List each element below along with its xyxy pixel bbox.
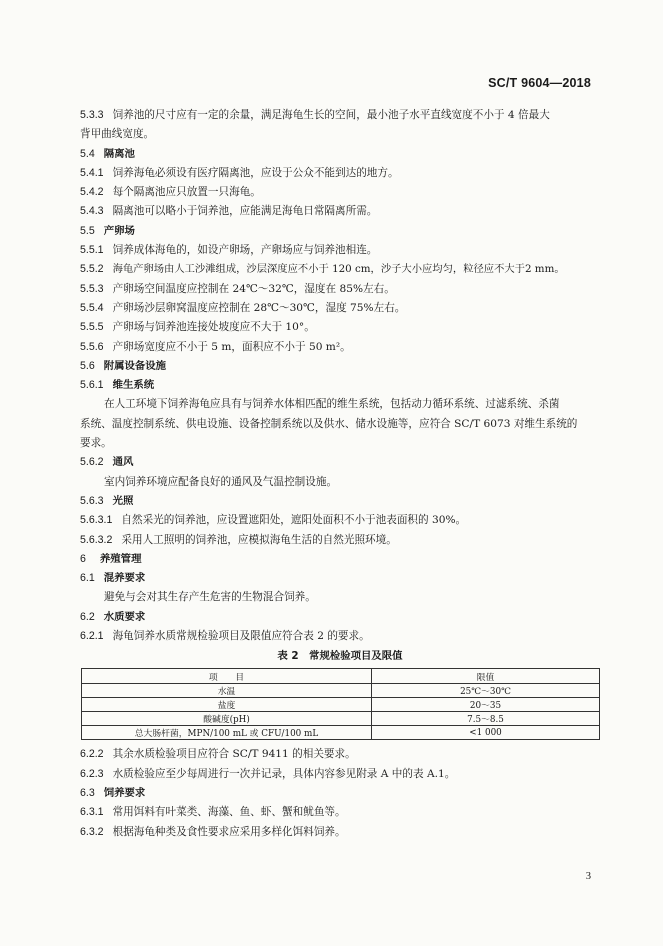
table-row bbox=[82, 684, 600, 698]
table-cell: <1 000 bbox=[372, 726, 600, 740]
clause-5-5-5: 5.5.5 产卵场与饲养池连接处坡度应不大于 10°。 bbox=[80, 321, 315, 334]
clause-6-3-1: 6.3.1 常用饵料有叶菜类、海藻、鱼、虾、蟹和鱿鱼等。 bbox=[80, 806, 346, 819]
clause-6-2-3: 6.2.3 水质检验应至少每周进行一次并记录，具体内容参见附录 A 中的表 A.1。 bbox=[80, 767, 456, 780]
table-header-cell: 限值 bbox=[372, 669, 600, 684]
paragraph: 室内饲养环境应配备良好的通风及气温控制设施。 bbox=[104, 475, 338, 488]
section-heading: 6.2 水质要求 bbox=[80, 610, 146, 623]
table-cell: 盐度 bbox=[82, 698, 372, 712]
clause-5-3-3: 5.3.3 饲养池的尺寸应有一定的余量，满足海龟生长的空间，最小池子水平直线宽度不小于 4 倍最大 bbox=[80, 109, 550, 121]
clause-5-4-1: 5.4.1 饲养海龟必须设有医疗隔离池，应设于公众不能到达的地方。 bbox=[80, 166, 399, 179]
table-cell: 水温 bbox=[82, 684, 372, 698]
clause-6-2-1: 6.2.1 海龟饲养水质常规检验项目及限值应符合表 2 的要求。 bbox=[80, 630, 370, 643]
table-cell: 酸碱度(pH) bbox=[82, 712, 372, 726]
table-row bbox=[82, 712, 600, 726]
clause-5-5-3: 5.5.3 产卵场空间温度应控制在 24℃～32℃，湿度在 85%左右。 bbox=[80, 282, 395, 295]
chapter-heading: 6 养殖管理 bbox=[80, 552, 142, 565]
clause-5-4-3: 5.4.3 隔离池可以略小于饲养池，应能满足海龟日常隔离所需。 bbox=[80, 205, 378, 218]
table-title: 表 2 常规检验项目及限值 bbox=[277, 650, 403, 663]
section-heading: 6.3 饲养要求 bbox=[80, 786, 146, 799]
section-heading: 5.6 附属设备设施 bbox=[80, 359, 167, 372]
page-number: 3 bbox=[585, 871, 591, 882]
clause-5-5-1: 5.5.1 饲养成体海龟的，如设产卵场，产卵场应与饲养池相连。 bbox=[80, 244, 378, 257]
section-heading: 5.5 产卵场 bbox=[80, 224, 135, 237]
clause-5-3-3-cont: 背甲曲线宽度。 bbox=[80, 128, 155, 141]
clause-5-6-3-1: 5.6.3.1 自然采光的饲养池，应设置遮阳处，遮阳处面积不小于池表面积的 30%。 bbox=[80, 514, 467, 527]
table-header-row bbox=[82, 669, 600, 684]
paragraph: 避免与会对其生存产生危害的生物混合饲养。 bbox=[104, 591, 316, 604]
clause-5-5-2: 5.5.2 海龟产卵场由人工沙滩组成，沙层深度应不小于 120 cm，沙子大小应均匀，粒径应不大于2 mm。 bbox=[80, 263, 565, 276]
document-body bbox=[80, 106, 600, 842]
clause-6-3-2: 6.3.2 根据海龟种类及食性要求应采用多样化饵料饲养。 bbox=[80, 825, 346, 838]
section-heading: 6.1 混养要求 bbox=[80, 572, 146, 585]
table-header-cell: 项 目 bbox=[82, 669, 372, 684]
table-row bbox=[82, 726, 600, 740]
subsection-heading: 5.6.2 通风 bbox=[80, 456, 134, 469]
table-cell: 25℃～30℃ bbox=[372, 684, 600, 698]
clause-5-6-3-2: 5.6.3.2 采用人工照明的饲养池，应模拟海龟生活的自然光照环境。 bbox=[80, 533, 397, 546]
table-row bbox=[82, 698, 600, 712]
section-heading: 5.4 隔离池 bbox=[80, 147, 135, 160]
standard-code: SC/T 9604—2018 bbox=[488, 76, 591, 90]
paragraph-cont: 系统、温度控制系统、供电设施、设备控制系统以及供水、储水设施等，应符合 SC/T 6073 对维生系统的 bbox=[80, 417, 578, 430]
table-cell: 总大肠杆菌，MPN/100 mL 或 CFU/100 mL bbox=[82, 726, 372, 740]
subsection-heading: 5.6.3 光照 bbox=[80, 494, 134, 507]
limits-table bbox=[81, 668, 600, 740]
clause-5-5-6: 5.5.6 产卵场宽度应不小于 5 m，面积应不小于 50 m²。 bbox=[80, 340, 351, 353]
subsection-heading: 5.6.1 维生系统 bbox=[80, 379, 155, 392]
table-cell: 20～35 bbox=[372, 698, 600, 712]
clause-5-4-2: 5.4.2 每个隔离池应只放置一只海龟。 bbox=[80, 186, 261, 199]
table-cell: 7.5～8.5 bbox=[372, 712, 600, 726]
paragraph: 在人工环境下饲养海龟应具有与饲养水体相匹配的维生系统，包括动力循环系统、过滤系统、杀菌 bbox=[104, 398, 560, 411]
clause-6-2-2: 6.2.2 其余水质检验项目应符合 SC/T 9411 的相关要求。 bbox=[80, 748, 356, 761]
paragraph-cont: 要求。 bbox=[80, 437, 112, 450]
clause-5-5-4: 5.5.4 产卵场沙层卵窝温度应控制在 28℃～30℃，湿度 75%左右。 bbox=[80, 301, 406, 314]
